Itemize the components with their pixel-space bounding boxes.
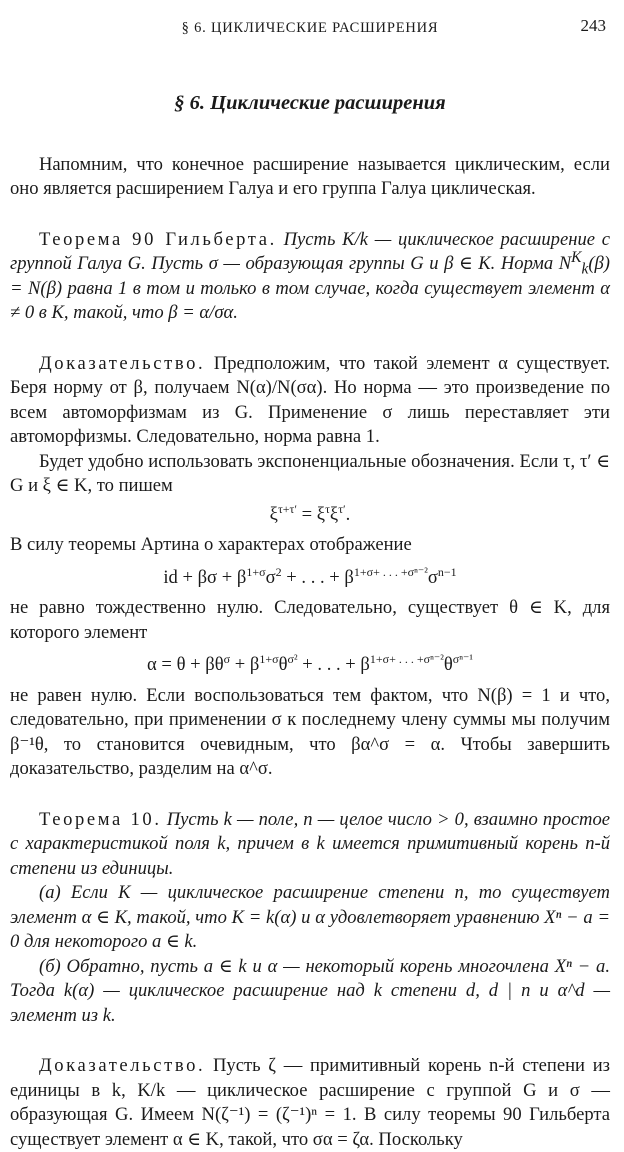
proof-1-paragraph-1 [10,352,610,450]
formula-artin-map: id + $\beta\sigma + \beta^{1+\sigma}\sigma^2$ + . . . + $\beta^{1+\sigma+ . . . +\sigma^{n-2}}\sigma^{n-1}$ [163,564,457,588]
proof-1-paragraph-2: Будет удобно использовать экспоненциальные обозначения. Если τ, τ′ ∈ G и ξ ∈ K, то пишем [10,450,610,496]
proof-1-paragraph-5: не равен нулю. Если воспользоваться тем фактом, что N(β) = 1 и что, следовательно, при применении σ к последнему члену суммы мы получим β⁻¹θ, то становится очевидным, что βα^σ = α. Чтобы завершить доказательство, разделим на α^σ. [10,684,610,779]
norm-subscript: k [581,260,589,278]
theorem-90-statement-a: Пусть K/k — циклическое расширение с группой Галуа G. Пусть σ — образующая группы G и β ∈ K. Норма N [10,228,610,274]
norm-superscript: K [571,248,582,266]
proof-1-text-1: Предположим, что такой элемент α существует. Беря норму от β, получаем N(α)/N(σα). Но норма — это произведение по всем автоморфизмам из G. Применение σ лишь переставляет эти автоморфизмы. Следовательно, норма равна 1. [10,352,610,447]
proof-2-text: Пусть ζ — примитивный корень n-й степени из единицы в k, K/k — циклическое расширение с группой G и σ — образующая G. Имеем N(ζ⁻¹) = (ζ⁻¹)ⁿ = 1. В силу теоремы 90 Гильберта существует элемент α ∈ K, такой, что σα = ζα. Поскольку [10,1055,610,1150]
section-title: § 6. Циклические расширения [174,92,446,114]
theorem-10-paragraph [10,808,610,882]
page-number: 243 [580,16,606,35]
intro-paragraph: Напомним, что конечное расширение называется циклическим, если оно является расширением Галуа и его группа Галуа циклическая. [10,153,610,199]
proof-2-label: Доказательство. [39,1055,206,1076]
proof-1-label: Доказательство. [39,352,206,374]
proof-1-paragraph-4: не равно тождественно нулю. Следовательно, существует θ ∈ K, для которого элемент [10,597,610,643]
theorem-10-label: Теорема 10. [39,808,162,830]
running-header [10,14,610,40]
theorem-90-label: Теорема 90 Гильберта. [39,228,277,250]
proof-1-paragraph-3: В силу теоремы Артина о характерах отображение [10,534,412,555]
theorem-10-statement: Пусть k — поле, n — целое число > 0, взаимно простое с характеристикой поля k, причем в k имеется примитивный корень n-й степени из единицы. [10,808,610,879]
theorem-90-statement-b: (β) = N(β) равна 1 в том и только в том случае, когда существует элемент α ≠ 0 в K, такой, что β = α/σα. [10,253,610,323]
formula-alpha: $\alpha = \theta + \beta\theta^\sigma + \beta^{1+\sigma}\theta^{\sigma^2}$ + . . . + $\beta^{1+\sigma+ . . . +\sigma^{n-2}}\theta^{\sigma^{n-1}}$ [147,651,473,675]
running-title: § 6. ЦИКЛИЧЕСКИЕ РАСШИРЕНИЯ [181,20,439,36]
theorem-10-item-b: (б) Обратно, пусть a ∈ k и α — некоторый корень многочлена Xⁿ − a. Тогда k(α) — циклическое расширение над k степени d, d | n и α^d — элемент из k. [10,955,610,1026]
theorem-90-paragraph [10,228,610,326]
theorem-10-item-a: (а) Если K — циклическое расширение степени n, то существует элемент α ∈ K, такой, что K = k(α) и α удовлетворяет уравнению Xⁿ − a = 0 для некоторого a ∈ k. [10,882,610,952]
formula-exponential: $\xi^{\tau+\tau'} = \xi^\tau\xi^{\tau'}$. [269,501,351,525]
proof-2-paragraph [10,1054,610,1152]
